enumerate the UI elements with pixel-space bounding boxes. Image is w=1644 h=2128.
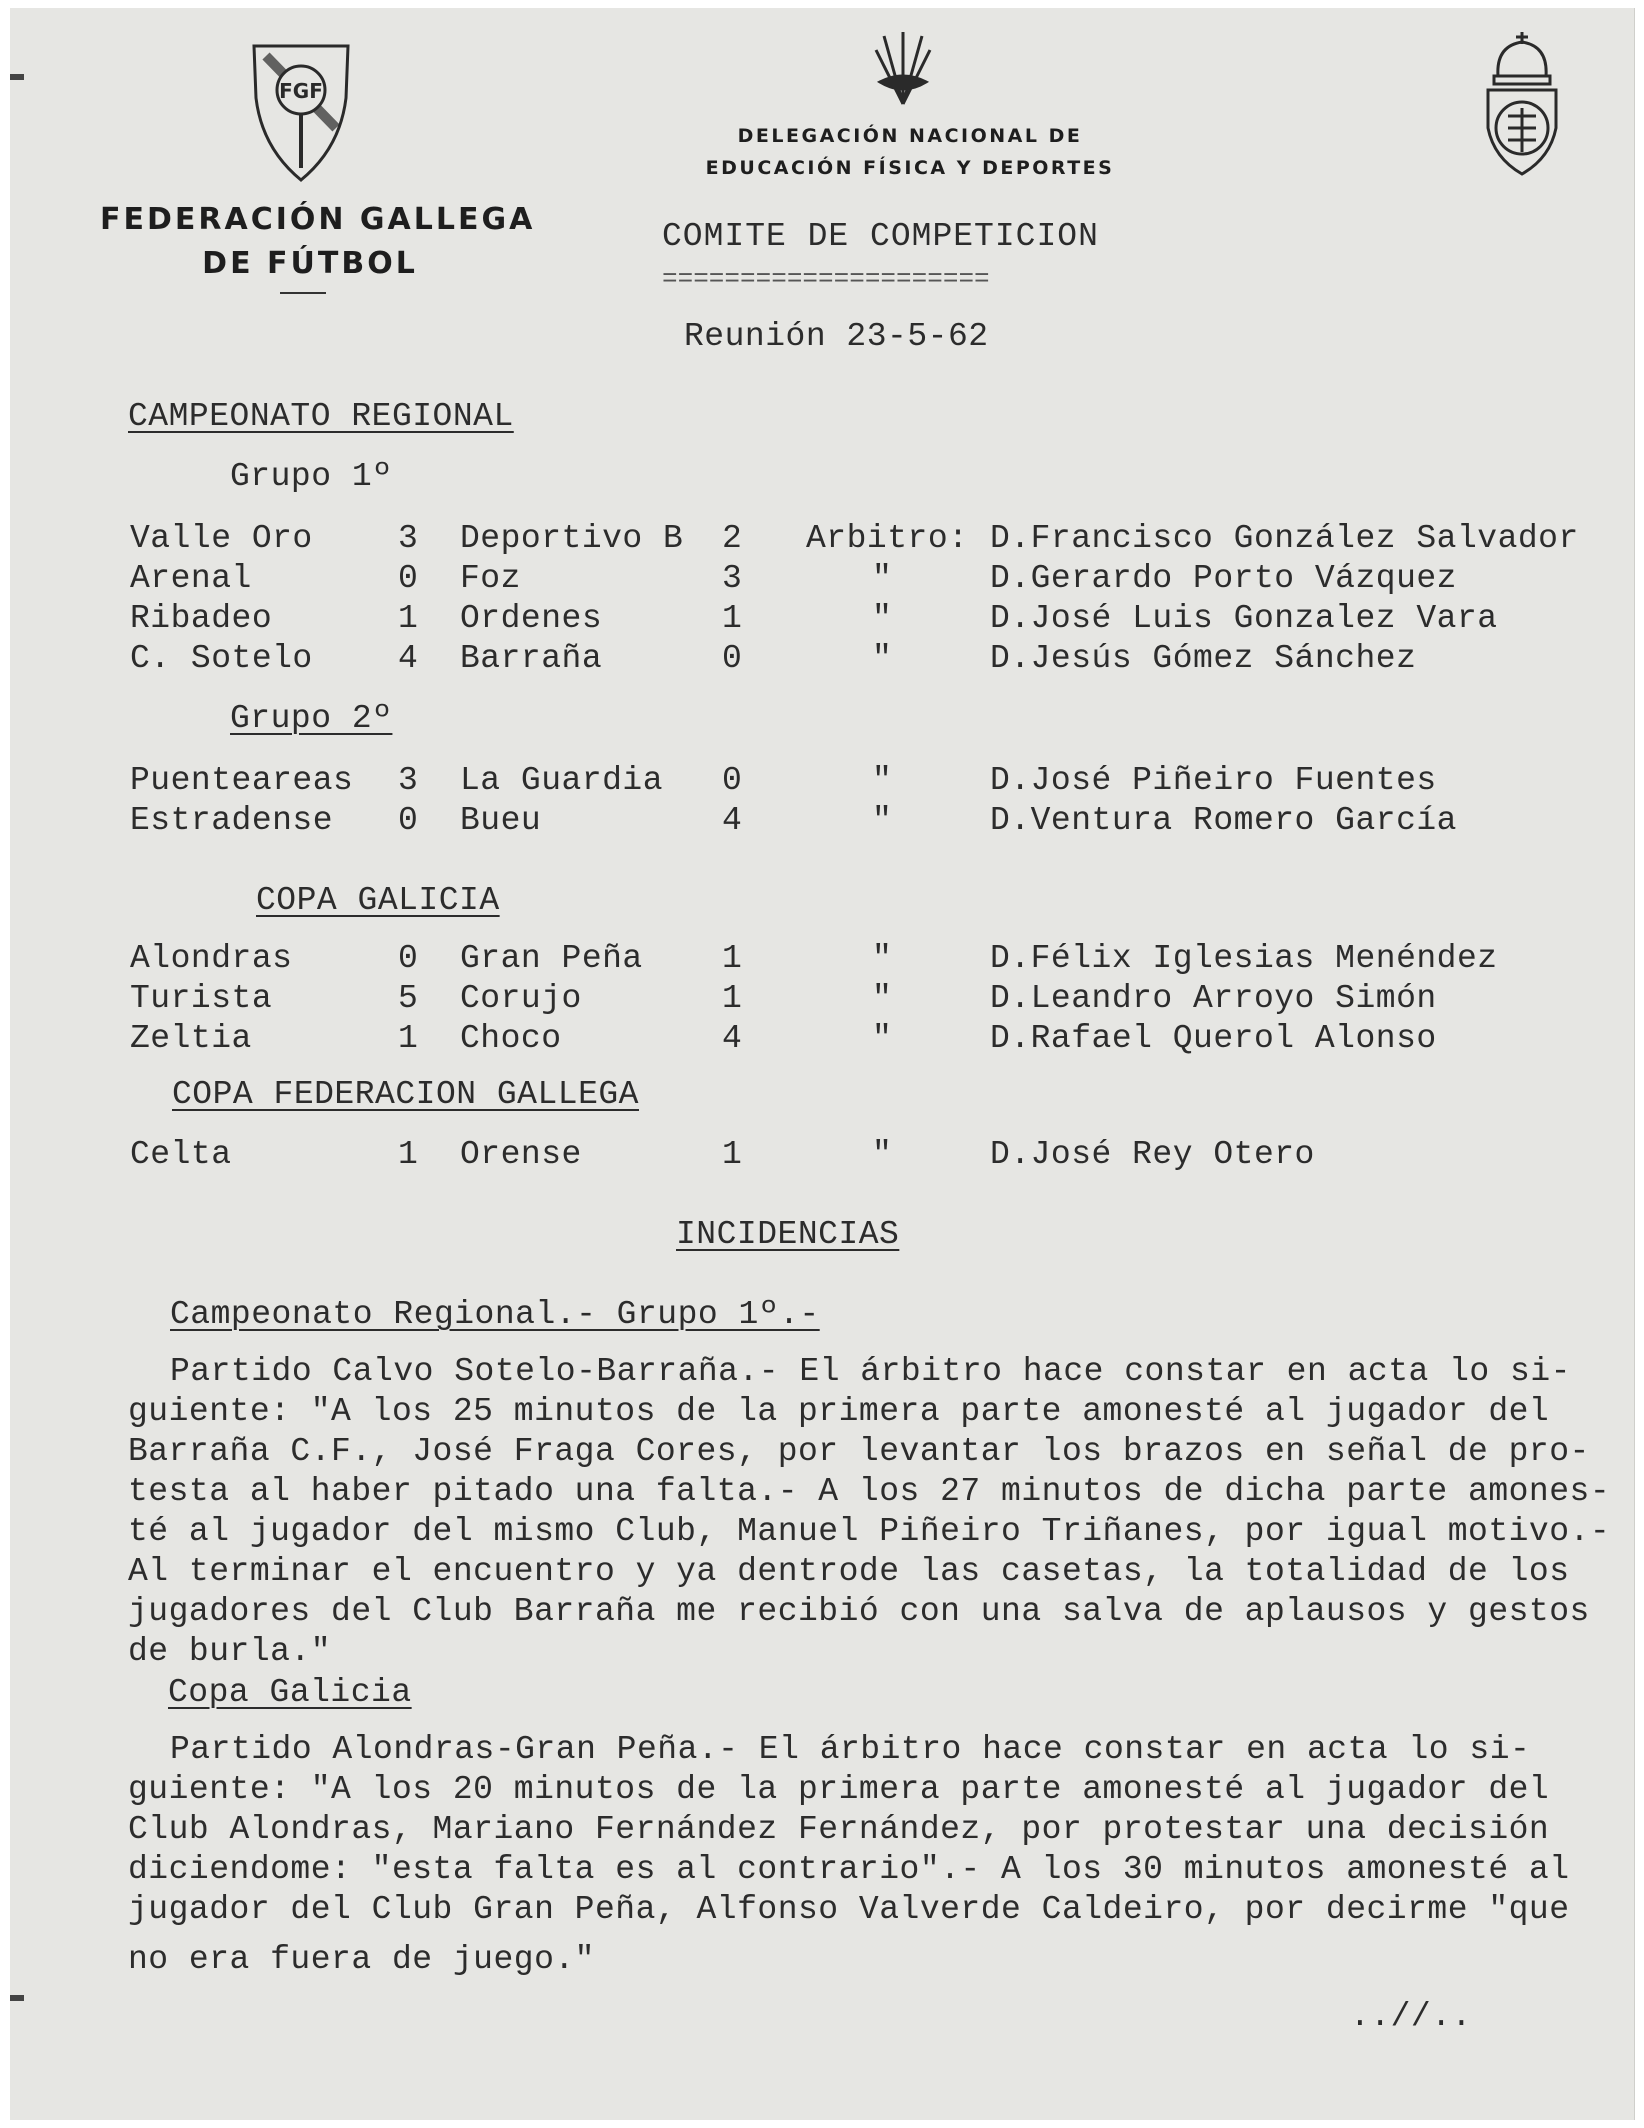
crowned-rfef-shield-icon: [1480, 28, 1564, 178]
away-team: Choco: [460, 1020, 562, 1057]
yoke-arrows-icon: [872, 26, 934, 112]
incidencias-heading: INCIDENCIAS: [676, 1216, 900, 1253]
home-score: 0: [398, 802, 419, 839]
referee-name: D.José Rey Otero: [990, 1136, 1315, 1173]
home-score: 4: [398, 640, 419, 677]
margin-mark: [10, 1995, 24, 2001]
referee-name: D.Jesús Gómez Sánchez: [990, 640, 1417, 677]
home-score: 0: [398, 560, 419, 597]
away-team: Orense: [460, 1136, 582, 1173]
referee-label: ": [872, 600, 893, 637]
referee-name: D.Francisco González Salvador: [990, 520, 1579, 557]
copa-galicia-heading: COPA GALICIA: [256, 882, 500, 919]
delegation-line2: EDUCACIÓN FÍSICA Y DEPORTES: [705, 157, 1115, 179]
referee-label: ": [872, 1020, 893, 1057]
home-team: Estradense: [130, 802, 334, 839]
away-team: Barraña: [460, 640, 603, 677]
text-line: jugador del Club Gran Peña, Alfonso Valverde Caldeiro, por decirme "que: [128, 1891, 1570, 1928]
incidencias-section1-heading: Campeonato Regional.- Grupo 1º.-: [170, 1296, 820, 1333]
margin-mark: [10, 74, 24, 80]
text-line: guiente: "A los 20 minutos de la primera parte amonesté al jugador del: [128, 1771, 1550, 1808]
svg-text:FGF: FGF: [279, 79, 323, 103]
home-team: Turista: [130, 980, 273, 1017]
committee-title: COMITE DE COMPETICION: [662, 218, 1099, 255]
text-line: Partido Alondras-Gran Peña.- El árbitro hace constar en acta lo si-: [170, 1731, 1531, 1768]
referee-label: ": [872, 980, 893, 1017]
away-score: 1: [722, 940, 743, 977]
away-score: 4: [722, 802, 743, 839]
home-score: 3: [398, 762, 419, 799]
away-team: Ordenes: [460, 600, 603, 637]
home-team: Arenal: [130, 560, 252, 597]
campeonato-heading: CAMPEONATO REGIONAL: [128, 398, 514, 435]
referee-label: ": [872, 1136, 893, 1173]
copa-federacion-heading: COPA FEDERACION GALLEGA: [172, 1076, 639, 1113]
away-score: 1: [722, 1136, 743, 1173]
incidencias-section2-heading: Copa Galicia: [168, 1674, 412, 1711]
delegation-name: [700, 120, 1120, 184]
document-page: [10, 8, 1635, 2120]
away-score: 0: [722, 762, 743, 799]
fgf-shield-icon: [246, 38, 356, 188]
home-team: C. Sotelo: [130, 640, 313, 677]
grupo2-label: Grupo 2º: [230, 700, 393, 737]
away-team: La Guardia: [460, 762, 664, 799]
text-line: Club Alondras, Mariano Fernández Fernández, por protestar una decisión: [128, 1811, 1550, 1848]
divider: [280, 292, 326, 294]
referee-label: Arbitro:: [806, 520, 969, 557]
text-line: Barraña C.F., José Fraga Cores, por levantar los brazos en señal de pro-: [128, 1433, 1590, 1470]
home-score: 5: [398, 980, 419, 1017]
home-score: 0: [398, 940, 419, 977]
referee-label: ": [872, 802, 893, 839]
away-score: 1: [722, 600, 743, 637]
text-line: Partido Calvo Sotelo-Barraña.- El árbitro hace constar en acta lo si-: [170, 1353, 1571, 1390]
continuation-mark: ..//..: [1350, 1998, 1472, 2035]
away-score: 1: [722, 980, 743, 1017]
away-team: Gran Peña: [460, 940, 643, 977]
home-team: Puenteareas: [130, 762, 354, 799]
text-line: guiente: "A los 25 minutos de la primera parte amonesté al jugador del: [128, 1393, 1550, 1430]
home-team: Alondras: [130, 940, 293, 977]
away-score: 0: [722, 640, 743, 677]
home-score: 1: [398, 600, 419, 637]
away-team: Bueu: [460, 802, 542, 839]
away-team: Foz: [460, 560, 521, 597]
text-line: jugadores del Club Barraña me recibió con una salva de aplausos y gestos: [128, 1593, 1590, 1630]
away-score: 2: [722, 520, 743, 557]
referee-name: D.José Luis Gonzalez Vara: [990, 600, 1498, 637]
home-team: Valle Oro: [130, 520, 313, 557]
referee-name: D.Félix Iglesias Menéndez: [990, 940, 1498, 977]
away-score: 3: [722, 560, 743, 597]
home-team: Zeltia: [130, 1020, 252, 1057]
away-score: 4: [722, 1020, 743, 1057]
text-line: testa al haber pitado una falta.- A los 27 minutos de dicha parte amones-: [128, 1473, 1611, 1510]
text-line: no era fuera de juego.": [128, 1941, 595, 1978]
text-line: diciendome: "esta falta es al contrario".- A los 30 minutos amonesté al: [128, 1851, 1570, 1888]
delegation-line1: DELEGACIÓN NACIONAL DE: [737, 125, 1083, 147]
federation-line2: DE FÚTBOL: [202, 246, 418, 281]
home-score: 3: [398, 520, 419, 557]
federation-line1: FEDERACIÓN GALLEGA: [100, 202, 536, 237]
federation-name: [100, 198, 536, 286]
incidencias-section1-text: [128, 1352, 1611, 1672]
home-team: Ribadeo: [130, 600, 273, 637]
text-line: té al jugador del mismo Club, Manuel Piñeiro Triñanes, por igual motivo.-: [128, 1513, 1611, 1550]
away-team: Corujo: [460, 980, 582, 1017]
referee-name: D.Rafael Querol Alonso: [990, 1020, 1437, 1057]
home-score: 1: [398, 1136, 419, 1173]
referee-label: ": [872, 762, 893, 799]
text-line: Al terminar el encuentro y ya dentrode las casetas, la totalidad de los: [128, 1553, 1570, 1590]
referee-label: ": [872, 640, 893, 677]
incidencias-section2-text: [128, 1730, 1598, 1980]
referee-name: D.Leandro Arroyo Simón: [990, 980, 1437, 1017]
home-score: 1: [398, 1020, 419, 1057]
away-team: Deportivo B: [460, 520, 684, 557]
text-line: de burla.": [128, 1633, 332, 1670]
committee-title-underline: =====================: [662, 264, 990, 294]
referee-name: D.Ventura Romero García: [990, 802, 1457, 839]
referee-name: D.José Piñeiro Fuentes: [990, 762, 1437, 799]
grupo1-label: Grupo 1º: [230, 458, 393, 495]
referee-label: ": [872, 940, 893, 977]
home-team: Celta: [130, 1136, 232, 1173]
meeting-date: Reunión 23-5-62: [684, 318, 989, 355]
referee-label: ": [872, 560, 893, 597]
referee-name: D.Gerardo Porto Vázquez: [990, 560, 1457, 597]
